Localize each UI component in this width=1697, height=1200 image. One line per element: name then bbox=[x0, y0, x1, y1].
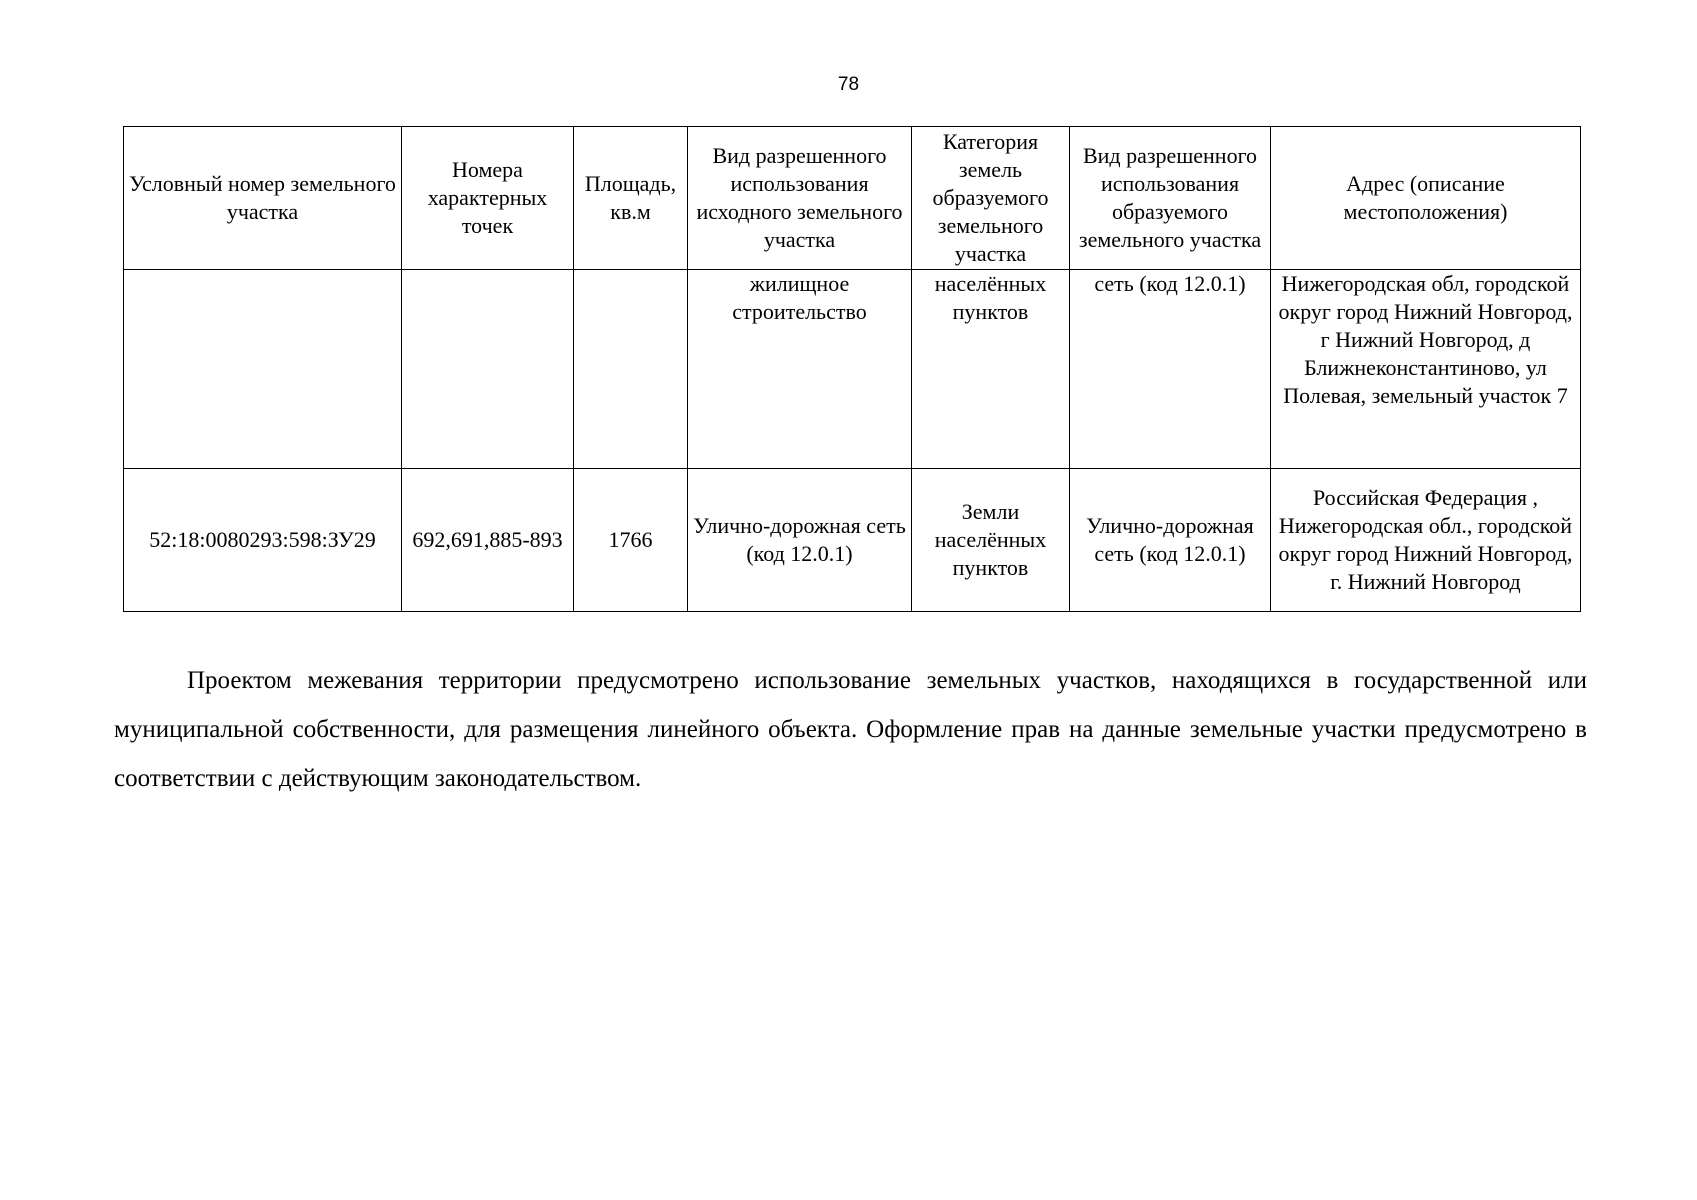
table-header bbox=[124, 127, 1581, 270]
header-category: Категория земель образуемого земельного участка bbox=[912, 127, 1070, 270]
body-paragraph: Проектом межевания территории предусмотрено использование земельных участков, находящихся в государственной или муниципальной собственности, для размещения линейного объекта. Оформление прав на данные земельные участки предусмотрено в соответствии с действующим законодательством. bbox=[114, 667, 1587, 792]
cell-category: Земли населённых пунктов bbox=[912, 469, 1070, 612]
cell-points bbox=[402, 270, 574, 469]
header-area: Площадь, кв.м bbox=[574, 127, 688, 270]
cell-parcel-number: 52:18:0080293:598:ЗУ29 bbox=[124, 469, 402, 612]
cell-parcel-number bbox=[124, 270, 402, 469]
cell-address: Нижегородская обл, городской округ город Нижний Новгород, г Нижний Новгород, д Ближнеконстантиново, ул Полевая, земельный участок 7 bbox=[1271, 270, 1581, 469]
cell-source-use: Улично-дорожная сеть (код 12.0.1) bbox=[688, 469, 912, 612]
table-row bbox=[124, 469, 1581, 612]
page-number: 78 bbox=[837, 74, 860, 95]
cell-category: населённых пунктов bbox=[912, 270, 1070, 469]
table-row bbox=[124, 270, 1581, 469]
header-points: Номера характерных точек bbox=[402, 127, 574, 270]
cell-new-use: сеть (код 12.0.1) bbox=[1070, 270, 1271, 469]
cell-new-use: Улично-дорожная сеть (код 12.0.1) bbox=[1070, 469, 1271, 612]
cell-area bbox=[574, 270, 688, 469]
land-parcels-table bbox=[123, 126, 1581, 612]
header-row bbox=[124, 127, 1581, 270]
cell-source-use: жилищное строительство bbox=[688, 270, 912, 469]
header-address: Адрес (описание местоположения) bbox=[1271, 127, 1581, 270]
cell-address: Российская Федерация , Нижегородская обл., городской округ город Нижний Новгород, г. Нижний Новгород bbox=[1271, 469, 1581, 612]
header-parcel-number: Условный номер земельного участка bbox=[124, 127, 402, 270]
cell-points: 692,691,885-893 bbox=[402, 469, 574, 612]
cell-area: 1766 bbox=[574, 469, 688, 612]
header-source-use: Вид разрешенного использования исходного земельного участка bbox=[688, 127, 912, 270]
header-new-use: Вид разрешенного использования образуемого земельного участка bbox=[1070, 127, 1271, 270]
table-body bbox=[124, 270, 1581, 612]
